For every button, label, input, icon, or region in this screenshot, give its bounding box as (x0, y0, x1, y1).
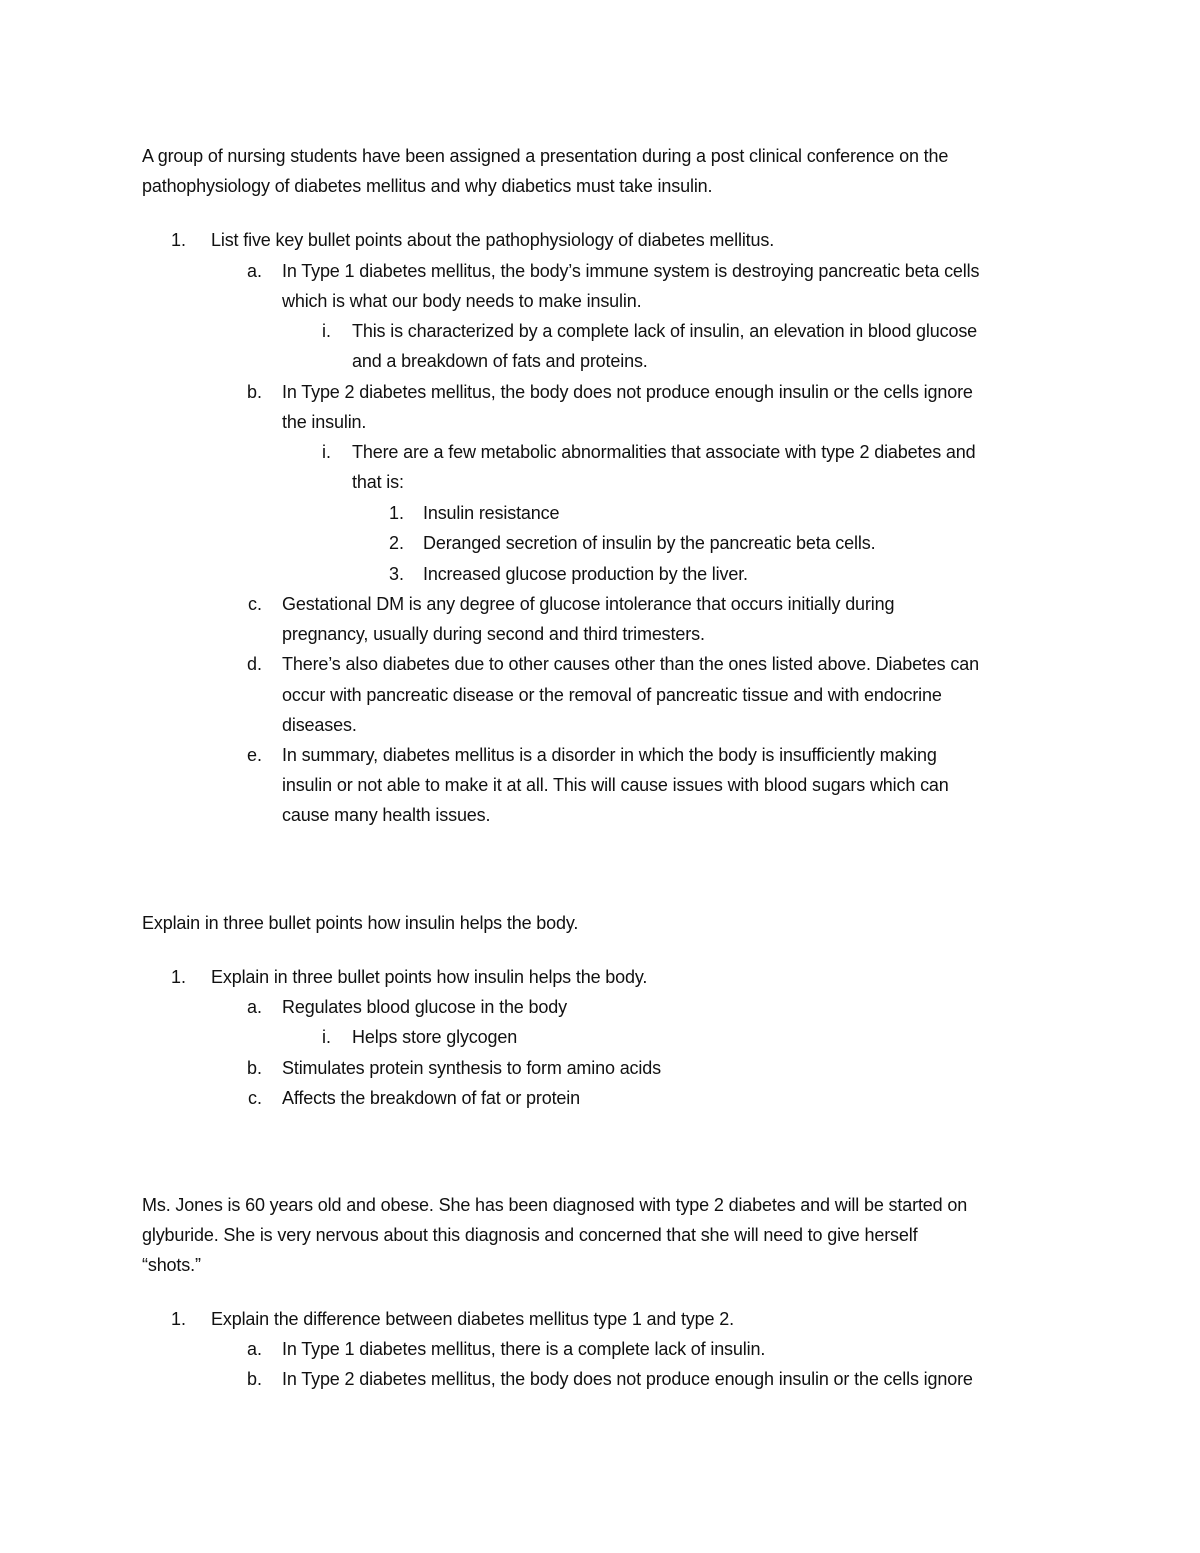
list-marker: e. (246, 745, 262, 765)
list-marker: b. (246, 382, 262, 402)
list-marker: i. (322, 1027, 331, 1047)
list-item: Increased glucose production by the liver. (423, 564, 748, 584)
answer-d-line-3: diseases. (282, 715, 357, 735)
intro-line-1: A group of nursing students have been assigned a presentation during a post clinical conference on the (142, 146, 949, 166)
list-marker: 1. (170, 967, 186, 987)
answer-e-line-2: insulin or not able to make it at all. This will cause issues with blood sugars which can (282, 775, 949, 795)
answer-a-i-line-1: This is characterized by a complete lack of insulin, an elevation in blood glucose (352, 321, 978, 341)
answer-b-i-line-2: that is: (352, 472, 404, 492)
list-marker: b. (246, 1058, 262, 1078)
scenario-line-3: “shots.” (142, 1255, 201, 1275)
answer-c: Affects the breakdown of fat or protein (282, 1088, 580, 1108)
answer-a-i: Helps store glycogen (352, 1027, 518, 1047)
answer-b-line-2: the insulin. (282, 412, 367, 432)
answer-c-line-1: Gestational DM is any degree of glucose intolerance that occurs initially during (282, 594, 895, 614)
list-marker: 1. (388, 503, 404, 523)
answer-b: Stimulates protein synthesis to form amino acids (282, 1058, 661, 1078)
answer-b-line-1: In Type 2 diabetes mellitus, the body does not produce enough insulin or the cells ignore (282, 382, 973, 402)
answer-e-line-1: In summary, diabetes mellitus is a disorder in which the body is insufficiently making (282, 745, 937, 765)
question-3: Explain the difference between diabetes mellitus type 1 and type 2. (211, 1309, 734, 1329)
list-marker: i. (322, 321, 331, 341)
list-item: Insulin resistance (423, 503, 560, 523)
list-marker: 1. (170, 1309, 186, 1329)
list-marker: 1. (170, 230, 186, 250)
list-marker: 2. (388, 533, 404, 553)
list-marker: a. (246, 1339, 262, 1359)
answer-d-line-1: There’s also diabetes due to other causes other than the ones listed above. Diabetes can (282, 654, 979, 674)
question-2: Explain in three bullet points how insulin helps the body. (211, 967, 648, 987)
answer-b-i-line-1: There are a few metabolic abnormalities that associate with type 2 diabetes and (352, 442, 976, 462)
answer-a-line-1: In Type 1 diabetes mellitus, the body’s immune system is destroying pancreatic beta cells (282, 261, 980, 281)
answer-b: In Type 2 diabetes mellitus, the body does not produce enough insulin or the cells ignore (282, 1369, 973, 1389)
answer-c-line-2: pregnancy, usually during second and third trimesters. (282, 624, 705, 644)
scenario-line-2: glyburide. She is very nervous about this diagnosis and concerned that she will need to give herself (142, 1225, 918, 1245)
list-marker: c. (247, 594, 262, 614)
section-2-heading: Explain in three bullet points how insulin helps the body. (142, 913, 579, 933)
question-1: List five key bullet points about the pathophysiology of diabetes mellitus. (211, 230, 775, 250)
list-marker: i. (322, 442, 331, 462)
scenario-line-1: Ms. Jones is 60 years old and obese. She has been diagnosed with type 2 diabetes and will be started on (142, 1195, 968, 1215)
answer-d-line-2: occur with pancreatic disease or the removal of pancreatic tissue and with endocrine (282, 685, 942, 705)
answer-a-line-2: which is what our body needs to make insulin. (282, 291, 642, 311)
intro-line-2: pathophysiology of diabetes mellitus and why diabetics must take insulin. (142, 176, 713, 196)
list-marker: c. (247, 1088, 262, 1108)
list-marker: a. (246, 261, 262, 281)
list-item: Deranged secretion of insulin by the pancreatic beta cells. (423, 533, 876, 553)
answer-a: In Type 1 diabetes mellitus, there is a complete lack of insulin. (282, 1339, 766, 1359)
answer-a-i-line-2: and a breakdown of fats and proteins. (352, 351, 648, 371)
list-marker: a. (246, 997, 262, 1017)
list-marker: b. (246, 1369, 262, 1389)
list-marker: d. (246, 654, 262, 674)
answer-a: Regulates blood glucose in the body (282, 997, 567, 1017)
list-marker: 3. (388, 564, 404, 584)
answer-e-line-3: cause many health issues. (282, 805, 491, 825)
